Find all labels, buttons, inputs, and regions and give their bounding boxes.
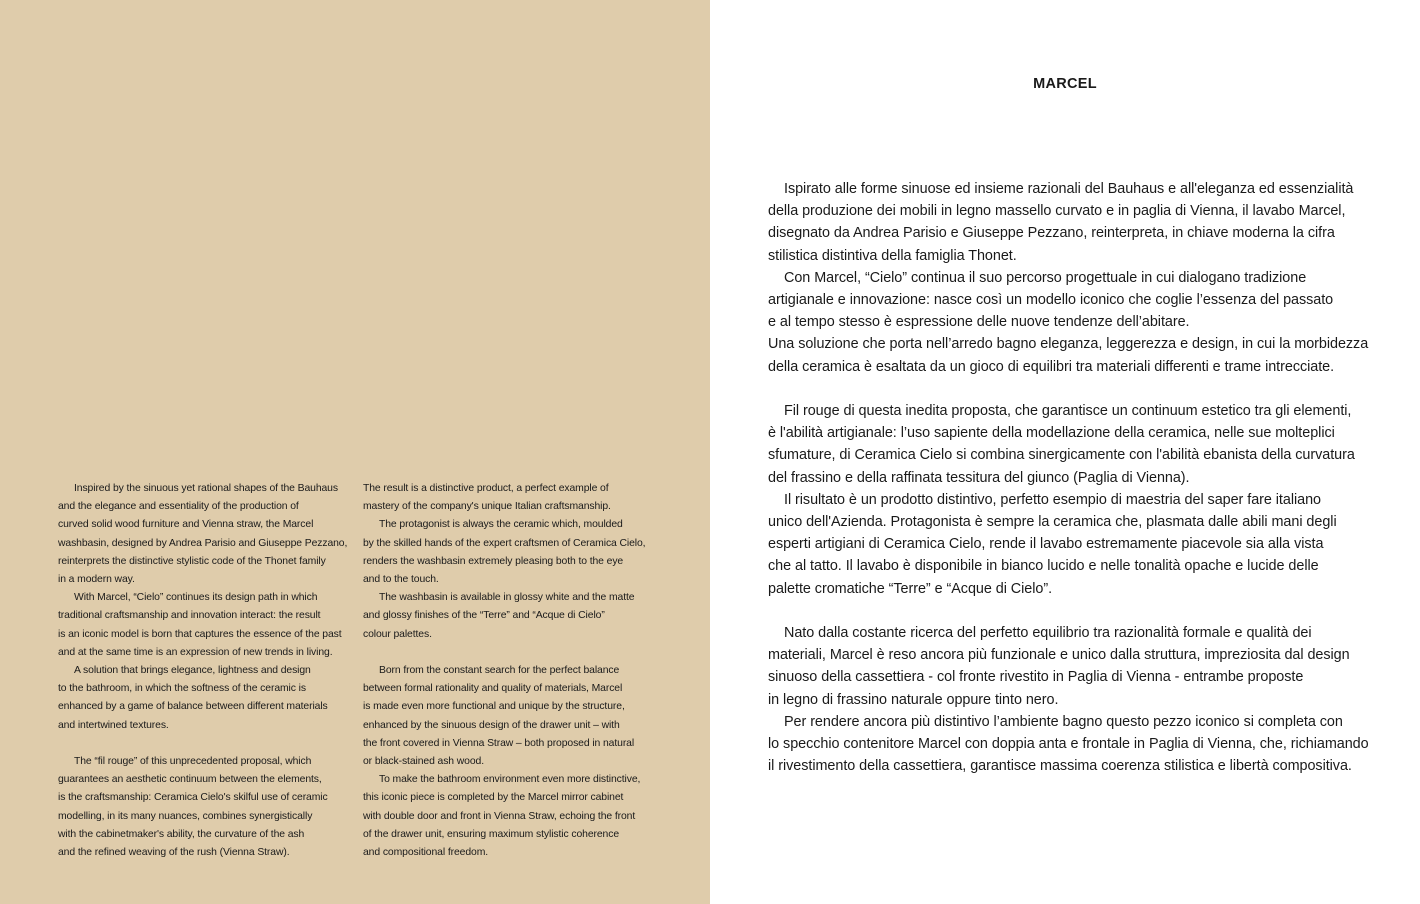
page-title: MARCEL [1033, 76, 1097, 92]
text-line: and compositional freedom. [363, 847, 489, 859]
text-line: and at the same time is an expression of new trends in living. [58, 646, 333, 658]
text-line: materiali, Marcel è reso ancora più funzionale e unico dalla struttura, impreziosita dal design [768, 647, 1350, 664]
text-line: unico dell'Azienda. Protagonista è sempre la ceramica che, plasmata dalle abili mani degli [768, 514, 1337, 531]
italian-text-column [768, 178, 1388, 777]
text-line: guarantees an aesthetic continuum between the elements, [58, 774, 322, 786]
text-line: sfumature, di Ceramica Cielo si combina sinergicamente con l'abilità ebanista della curvatura [768, 447, 1355, 464]
text-line: in a modern way. [58, 574, 135, 586]
text-line: The washbasin is available in glossy white and the matte [379, 592, 635, 604]
text-line: to the bathroom, in which the softness of the ceramic is [58, 683, 306, 695]
text-line: enhanced by a game of balance between different materials [58, 701, 328, 713]
text-line: With Marcel, “Cielo” continues its design path in which [74, 592, 318, 604]
text-line: reinterprets the distinctive stylistic code of the Thonet family [58, 555, 326, 567]
paragraph [768, 711, 1388, 778]
text-line: or black-stained ash wood. [363, 756, 485, 768]
english-column-1 [58, 480, 358, 862]
paragraph [363, 589, 663, 644]
text-line: della produzione dei mobili in legno massello curvato e in paglia di Vienna, il lavabo Marcel, [768, 203, 1346, 220]
text-line: the front covered in Vienna Straw – both proposed in natural [363, 737, 635, 749]
text-line: Nato dalla costante ricerca del perfetto equilibrio tra razionalità formale e qualità dei [784, 625, 1312, 642]
paragraph [363, 516, 663, 589]
text-line: mastery of the company's unique Italian craftsmanship. [363, 501, 611, 513]
text-line: A solution that brings elegance, lightness and design [74, 665, 311, 677]
paragraph [58, 753, 358, 862]
text-line: of the drawer unit, ensuring maximum stylistic coherence [363, 828, 620, 840]
text-line: with the cabinetmaker's ability, the curvature of the ash [58, 828, 305, 840]
paragraph-spacer [768, 600, 1388, 622]
text-line: is an iconic model is born that captures the essence of the past [58, 628, 342, 640]
text-line: traditional craftsmanship and innovation interact: the result [58, 610, 321, 622]
paragraph [768, 622, 1388, 711]
text-line: che al tatto. Il lavabo è disponibile in bianco lucido e nelle tonalità opache e lucide delle [768, 558, 1319, 575]
text-line: washbasin, designed by Andrea Parisio and Giuseppe Pezzano, [58, 537, 348, 549]
paragraph [58, 662, 358, 735]
right-page-italian [710, 0, 1420, 904]
text-line: colour palettes. [363, 628, 432, 640]
text-line: The result is a distinctive product, a perfect example of [363, 483, 609, 494]
text-line: in legno di frassino naturale oppure tinto nero. [768, 691, 1059, 708]
paragraph [768, 178, 1388, 267]
text-line: is made even more functional and unique by the structure, [363, 701, 625, 713]
text-line: del frassino e della raffinata tessitura del giunco (Paglia di Vienna). [768, 469, 1190, 486]
text-line: lo specchio contenitore Marcel con doppia anta e frontale in Paglia di Vienna, che, richiamando [768, 736, 1369, 753]
paragraph [768, 333, 1388, 377]
text-line: between formal rationality and quality of materials, Marcel [363, 683, 623, 695]
text-line: this iconic piece is completed by the Marcel mirror cabinet [363, 792, 624, 804]
paragraph [768, 489, 1388, 600]
paragraph [768, 400, 1388, 489]
text-line: curved solid wood furniture and Vienna straw, the Marcel [58, 519, 314, 531]
text-line: modelling, in its many nuances, combines synergistically [58, 810, 313, 822]
text-line: palette cromatiche “Terre” e “Acque di Cielo”. [768, 580, 1053, 597]
text-line: e al tempo stesso è espressione delle nuove tendenze dell’abitare. [768, 314, 1190, 331]
text-line: Born from the constant search for the perfect balance [379, 665, 620, 677]
text-line: è l'abilità artigianale: l’uso sapiente della modellazione della ceramica, nelle sue molteplici [768, 425, 1335, 442]
text-line: della ceramica è esaltata da un gioco di equilibri tra materiali differenti e trame intrecciate. [768, 358, 1335, 375]
paragraph [363, 662, 663, 771]
text-line: Con Marcel, “Cielo” continua il suo percorso progettuale in cui dialogano tradizione [784, 269, 1307, 286]
text-line: The protagonist is always the ceramic which, moulded [379, 519, 623, 531]
text-line: and the elegance and essentiality of the production of [58, 501, 299, 513]
text-line: Ispirato alle forme sinuose ed insieme razionali del Bauhaus e all'eleganza ed essenzialità [784, 181, 1354, 197]
text-line: renders the washbasin extremely pleasing both to the eye [363, 555, 624, 567]
text-line: esperti artigiani di Ceramica Cielo, rende il lavabo estremamente piacevole sia alla vista [768, 536, 1324, 553]
text-line: with double door and front in Vienna Straw, echoing the front [363, 810, 636, 822]
paragraph-spacer [363, 644, 663, 662]
paragraph [363, 771, 663, 862]
paragraph [363, 480, 663, 516]
text-line: To make the bathroom environment even more distinctive, [379, 774, 641, 786]
text-line: and to the touch. [363, 574, 439, 586]
paragraph [768, 267, 1388, 334]
text-line: enhanced by the sinuous design of the drawer unit – with [363, 719, 620, 731]
text-line: The “fil rouge” of this unprecedented proposal, which [74, 756, 312, 768]
text-line: Una soluzione che porta nell’arredo bagno eleganza, leggerezza e design, in cui la morbidezza [768, 336, 1369, 353]
text-line: and the refined weaving of the rush (Vienna Straw). [58, 847, 290, 859]
text-line: Per rendere ancora più distintivo l’ambiente bagno questo pezzo iconico si completa con [784, 713, 1343, 730]
text-line: Il risultato è un prodotto distintivo, perfetto esempio di maestria del saper fare italiano [784, 491, 1321, 508]
text-line: and intertwined textures. [58, 719, 169, 731]
text-line: by the skilled hands of the expert craftsmen of Ceramica Cielo, [363, 537, 646, 549]
text-line: stilistica distintiva della famiglia Thonet. [768, 247, 1017, 264]
text-line: Fil rouge di questa inedita proposta, che garantisce un continuum estetico tra gli elementi, [784, 403, 1352, 420]
text-line: sinuoso della cassettiera - col fronte rivestito in Paglia di Vienna - entrambe proposte [768, 669, 1304, 686]
english-column-2 [363, 480, 663, 862]
paragraph [58, 589, 358, 662]
text-line: and glossy finishes of the “Terre” and “Acque di Cielo” [363, 610, 605, 622]
text-line: Inspired by the sinuous yet rational shapes of the Bauhaus [74, 483, 338, 494]
paragraph-spacer [768, 378, 1388, 400]
text-line: artigianale e innovazione: nasce così un modello iconico che coglie l’essenza del passato [768, 292, 1334, 309]
paragraph-spacer [58, 735, 358, 753]
text-line: disegnato da Andrea Parisio e Giuseppe Pezzano, reinterpreta, in chiave moderna la cifra [768, 225, 1335, 242]
text-line: is the craftsmanship: Ceramica Cielo's skilful use of ceramic [58, 792, 328, 804]
paragraph [58, 480, 358, 589]
text-line: il rivestimento della cassettiera, garantisce massima coerenza stilistica e libertà compositiva. [768, 758, 1352, 775]
